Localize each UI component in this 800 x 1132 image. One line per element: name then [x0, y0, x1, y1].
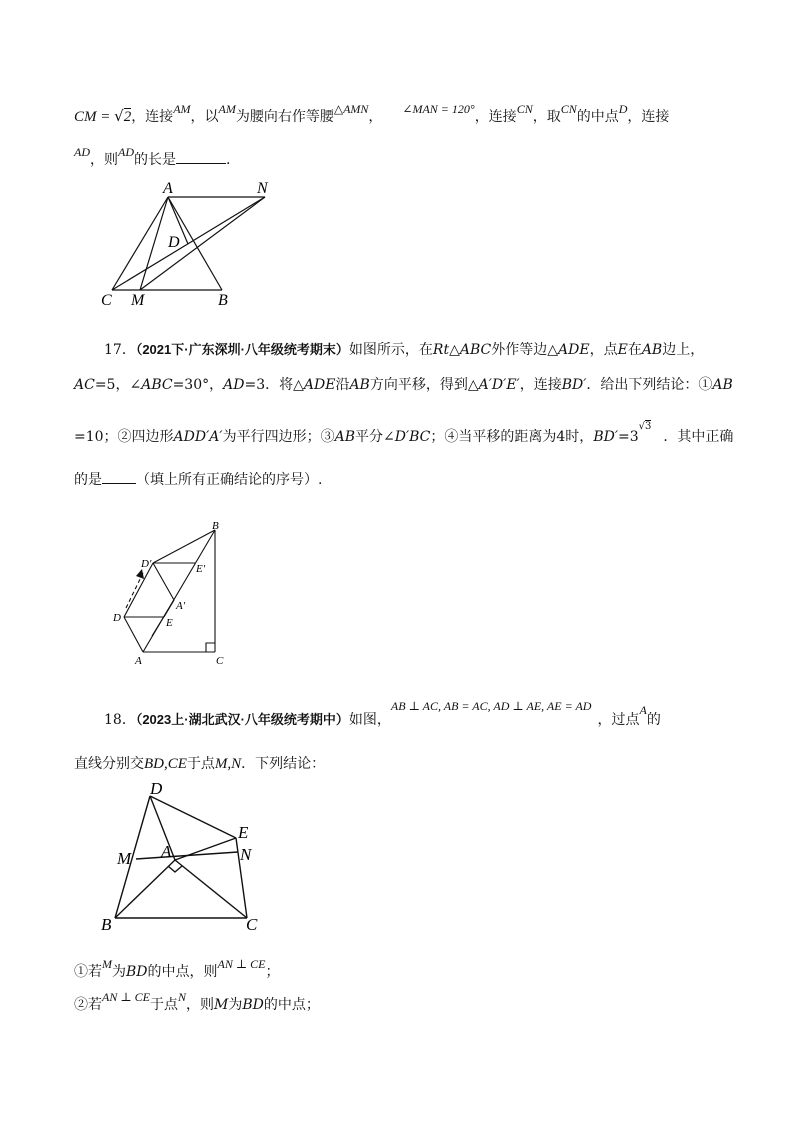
- label-d: D: [113, 612, 121, 624]
- label-c: C: [246, 915, 258, 934]
- q16-text: 的长是: [134, 152, 176, 168]
- q17-ab: AB: [349, 377, 370, 393]
- label-n: N: [240, 845, 252, 864]
- q18-an-perp-ce: AN ⊥ CE: [102, 990, 150, 1004]
- q16-line-2: [74, 145, 231, 170]
- q17-text: 的是: [74, 472, 102, 488]
- q16-line-1: [74, 102, 670, 127]
- q18-text: 为: [228, 997, 243, 1013]
- q16-text: ，连接: [627, 109, 670, 125]
- q16-text: ，连接: [131, 109, 174, 125]
- q18-text: ，则: [185, 997, 214, 1013]
- q16-text: ，以: [190, 109, 219, 125]
- q16-ad: AD: [74, 145, 90, 159]
- q16-cn: CN: [516, 102, 533, 116]
- q18-figure: [95, 775, 270, 935]
- q16-sqrt2: 2: [123, 109, 132, 125]
- q18-text: 的中点，则: [147, 964, 218, 980]
- q17-text: ，点: [589, 342, 618, 358]
- label-b: B: [212, 520, 219, 532]
- q18-text: ①若: [74, 964, 102, 980]
- question-number: 18．: [104, 712, 136, 728]
- q17-text: ，连接: [519, 377, 562, 393]
- q16-d: D: [618, 102, 628, 116]
- label-m: M: [131, 292, 145, 309]
- q17-text: =5，∠: [94, 377, 142, 393]
- q18-text: 于点: [149, 997, 178, 1013]
- q18-conclusion-2: [74, 990, 320, 1015]
- q17-text: =3．将△: [244, 377, 304, 393]
- q17-line-4: [74, 470, 322, 490]
- q17-figure: [105, 515, 235, 670]
- q16-cn: CN: [560, 102, 577, 116]
- q17-text: 平分∠: [354, 429, 395, 445]
- q18-bd-ce: BD,CE: [144, 756, 187, 772]
- label-m: M: [117, 849, 132, 868]
- question-source: （2023上·湖北武汉·八年级统考期中）: [135, 712, 349, 727]
- q17-text: =3: [618, 429, 639, 445]
- answer-blank: [102, 471, 136, 484]
- label-e-prime: E′: [196, 563, 206, 575]
- q18-text: ②若: [74, 997, 102, 1013]
- q18-text: 为: [112, 964, 126, 980]
- label-b: B: [101, 915, 112, 934]
- q17-text: 方向平移，得到△: [369, 377, 479, 393]
- q17-text: ．给出下列结论：①: [586, 377, 713, 393]
- label-a: A: [163, 180, 173, 197]
- q18-conclusion-1: [74, 957, 280, 982]
- q17-bd1: BD′: [561, 377, 587, 393]
- label-c: C: [101, 292, 112, 309]
- q18-an-perp-ce: AN ⊥ CE: [217, 957, 266, 971]
- label-a: A: [161, 842, 172, 861]
- label-c: C: [216, 655, 224, 667]
- q17-e: E: [617, 342, 628, 358]
- label-d-prime: D′: [141, 558, 152, 570]
- label-d: D: [150, 779, 163, 798]
- q17-text: =10；②四边形: [74, 429, 174, 445]
- q17-rt-abc: Rt△ABC: [432, 342, 492, 358]
- q17-d1bc: D′BC: [394, 429, 431, 445]
- q18-text: 于点: [186, 756, 215, 772]
- q18-text: ；: [265, 964, 280, 980]
- q18-line-1: [104, 699, 661, 730]
- q17-text: 为平行四边形；③: [222, 429, 335, 445]
- q17-line-3: [74, 421, 734, 449]
- q17-ade: ADE: [303, 377, 336, 393]
- q18-text: ．下列结论：: [241, 756, 326, 772]
- sqrt-symbol: √: [638, 421, 646, 432]
- sqrt-symbol: √: [114, 107, 124, 125]
- q17-abc: ABC: [141, 377, 173, 393]
- q16-text: .: [226, 152, 231, 168]
- q17-ab: AB: [334, 429, 355, 445]
- label-n: N: [257, 180, 268, 197]
- label-e: E: [166, 617, 173, 629]
- q17-line-1: [104, 340, 704, 360]
- q18-conditions: AB ⊥ AC, AB = AC, AD ⊥ AE, AE = AD: [390, 699, 592, 713]
- q18-text: 直线分别交: [74, 756, 144, 772]
- q18-text: 如图，: [348, 712, 391, 728]
- q17-add1a1: ADD′A′: [173, 429, 223, 445]
- q18-bd: BD: [126, 964, 148, 980]
- q17-text: 沿: [335, 377, 350, 393]
- q18-a: A: [639, 703, 647, 717]
- q17-line-2: [74, 375, 733, 395]
- q16-text: 的中点: [576, 109, 619, 125]
- q17-text: 在: [627, 342, 642, 358]
- q17-ac: AC: [74, 377, 95, 393]
- q16-ad: AD: [118, 145, 134, 159]
- q17-text: =30°，: [172, 377, 224, 393]
- q17-text: 外作等边△: [491, 342, 559, 358]
- question-source: （2021下·广东深圳·八年级统考期末）: [135, 342, 349, 357]
- q17-ad: AD: [223, 377, 245, 393]
- q17-text: ．其中正确: [663, 429, 734, 445]
- label-d: D: [168, 234, 180, 251]
- label-e: E: [238, 823, 249, 842]
- q17-text: ；④当平移的距离为4时，: [430, 429, 594, 445]
- q16-text: ，: [368, 109, 383, 125]
- question-number: 17．: [104, 342, 136, 358]
- q18-text: ，过点: [597, 712, 640, 728]
- q16-cm: CM =: [74, 109, 115, 125]
- q17-ade: ADE: [558, 342, 590, 358]
- q18-m: M: [102, 957, 112, 971]
- q18-text: 的中点；: [263, 997, 320, 1013]
- q18-m: M: [213, 997, 229, 1013]
- q16-text: 为腰向右作等腰: [235, 109, 334, 125]
- q17-ab: AB: [712, 377, 733, 393]
- label-a-prime: A′: [176, 600, 186, 612]
- q16-am: AM: [218, 102, 236, 116]
- q18-text: 的: [646, 712, 661, 728]
- q18-m-n: M,N: [214, 756, 242, 772]
- q16-text: ，则: [90, 152, 118, 168]
- q16-am: AM: [173, 102, 191, 116]
- answer-blank: [176, 151, 226, 164]
- q17-text: 边上，: [662, 342, 705, 358]
- q16-triangle-amn: △AMN: [333, 102, 369, 116]
- q17-text: （填上所有正确结论的序号）.: [136, 472, 323, 488]
- q16-text: ，取: [532, 109, 561, 125]
- label-b: B: [218, 292, 228, 309]
- q17-bd1: BD′: [593, 429, 619, 445]
- q16-figure: [95, 176, 285, 311]
- q17-text: 如图所示，在: [348, 342, 433, 358]
- q18-bd: BD: [242, 997, 264, 1013]
- label-a: A: [135, 655, 142, 667]
- q18-n: N: [177, 990, 186, 1004]
- q16-text: ，连接: [474, 109, 517, 125]
- q18-line-2: [74, 754, 325, 774]
- q17-sqrt3: 3: [645, 421, 652, 432]
- q17-ab: AB: [641, 342, 663, 358]
- q17-a1d1e1: A′D′E′: [478, 377, 520, 393]
- q16-angle-man: ∠MAN = 120°: [402, 102, 475, 116]
